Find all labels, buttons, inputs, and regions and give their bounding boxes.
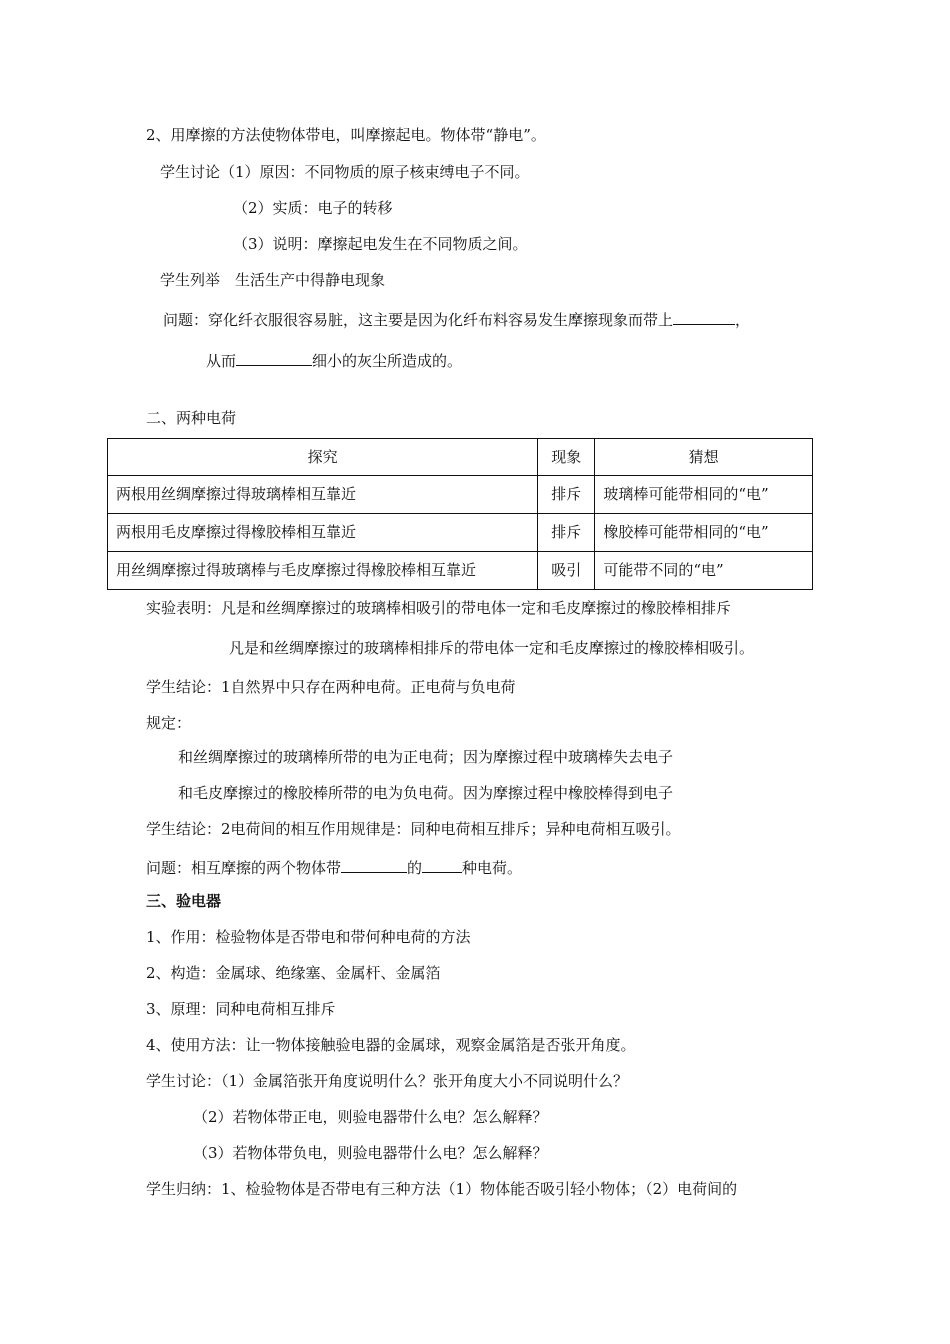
question-continued-end: 细小的灰尘所造成的。 bbox=[312, 352, 463, 370]
question-charges bbox=[146, 858, 522, 876]
experiment-result-2: 凡是和丝绸摩擦过的玻璃棒相排斥的带电体一定和毛皮摩擦过的橡胶棒相吸引。 bbox=[229, 639, 755, 657]
student-conclusion-2: 学生结论：2电荷间的相互作用规律是：同种电荷相互排斥；异种电荷相互吸引。 bbox=[146, 820, 681, 838]
student-list-line: 学生列举 生活生产中得静电现象 bbox=[160, 271, 386, 289]
question-charges-mid: 的 bbox=[407, 859, 423, 877]
discussion-cause: 学生讨论（1）原因：不同物质的原子核束缚电子不同。 bbox=[160, 163, 530, 181]
experiment-result-1: 实验表明：凡是和丝绸摩擦过的玻璃棒相吸引的带电体一定和毛皮摩擦过的橡胶棒相排斥 bbox=[146, 599, 732, 617]
table-row bbox=[108, 552, 813, 590]
table-cell: 橡胶棒可能带相同的“电” bbox=[595, 514, 813, 552]
answer-blank bbox=[341, 858, 407, 873]
table-cell: 吸引 bbox=[538, 552, 595, 590]
question-clothes bbox=[163, 310, 750, 328]
rule-label: 规定： bbox=[146, 714, 192, 732]
table-header-cell: 探究 bbox=[108, 439, 538, 476]
electroscope-discussion-2: （2）若物体带正电，则验电器带什么电？怎么解释？ bbox=[193, 1108, 548, 1126]
answer-blank bbox=[236, 351, 312, 366]
table-cell: 两根用毛皮摩擦过得橡胶棒相互靠近 bbox=[108, 514, 538, 552]
table-cell: 两根用丝绸摩擦过得玻璃棒相互靠近 bbox=[108, 476, 538, 514]
section-heading-two-charges: 二、两种电荷 bbox=[146, 409, 237, 427]
electroscope-principle: 3、原理：同种电荷相互排斥 bbox=[146, 1000, 336, 1018]
table-row bbox=[108, 476, 813, 514]
table-cell: 排斥 bbox=[538, 476, 595, 514]
electroscope-purpose: 1、作用：检验物体是否带电和带何种电荷的方法 bbox=[146, 928, 471, 946]
table-header-cell: 现象 bbox=[538, 439, 595, 476]
experiment-table bbox=[107, 438, 813, 590]
table-cell: 玻璃棒可能带相同的“电” bbox=[595, 476, 813, 514]
answer-blank bbox=[673, 310, 735, 325]
electroscope-discussion-1: 学生讨论：（1）金属箔张开角度说明什么？张开角度大小不同说明什么？ bbox=[146, 1072, 629, 1090]
discussion-essence: （2）实质：电子的转移 bbox=[233, 199, 393, 217]
table-header-row bbox=[108, 439, 813, 476]
student-summary: 学生归纳：1、检验物体是否带电有三种方法（1）物体能否吸引轻小物体；（2）电荷间的 bbox=[146, 1180, 738, 1198]
table-row bbox=[108, 514, 813, 552]
discussion-note: （3）说明：摩擦起电发生在不同物质之间。 bbox=[233, 235, 528, 253]
student-conclusion-1: 学生结论：1自然界中只存在两种电荷。正电荷与负电荷 bbox=[146, 678, 516, 696]
question-continued-start: 从而 bbox=[206, 352, 237, 370]
table-cell: 排斥 bbox=[538, 514, 595, 552]
table-cell: 用丝绸摩擦过得玻璃棒与毛皮摩擦过得橡胶棒相互靠近 bbox=[108, 552, 538, 590]
rule-negative-charge: 和毛皮摩擦过的橡胶棒所带的电为负电荷。因为摩擦过程中橡胶棒得到电子 bbox=[178, 784, 674, 802]
table-header-cell: 猜想 bbox=[595, 439, 813, 476]
question-clothes-text: 问题：穿化纤衣服很容易脏，这主要是因为化纤布料容易发生摩擦现象而带上 bbox=[163, 311, 674, 329]
question-charges-end: 种电荷。 bbox=[462, 859, 523, 877]
electroscope-structure: 2、构造：金属球、绝缘塞、金属杆、金属箔 bbox=[146, 964, 441, 982]
electroscope-discussion-3: （3）若物体带负电，则验电器带什么电？怎么解释？ bbox=[193, 1144, 548, 1162]
question-charges-start: 问题：相互摩擦的两个物体带 bbox=[146, 859, 342, 877]
question-clothes-continued bbox=[206, 351, 462, 369]
paragraph-friction-charging: 2、用摩擦的方法使物体带电，叫摩擦起电。物体带“静电”。 bbox=[146, 126, 546, 144]
table-cell: 可能带不同的“电” bbox=[595, 552, 813, 590]
electroscope-usage: 4、使用方法：让一物体接触验电器的金属球，观察金属箔是否张开角度。 bbox=[146, 1036, 636, 1054]
answer-blank bbox=[422, 858, 462, 873]
question-clothes-comma: ， bbox=[735, 311, 751, 329]
rule-positive-charge: 和丝绸摩擦过的玻璃棒所带的电为正电荷；因为摩擦过程中玻璃棒失去电子 bbox=[178, 748, 674, 766]
section-heading-electroscope: 三、验电器 bbox=[146, 892, 222, 910]
